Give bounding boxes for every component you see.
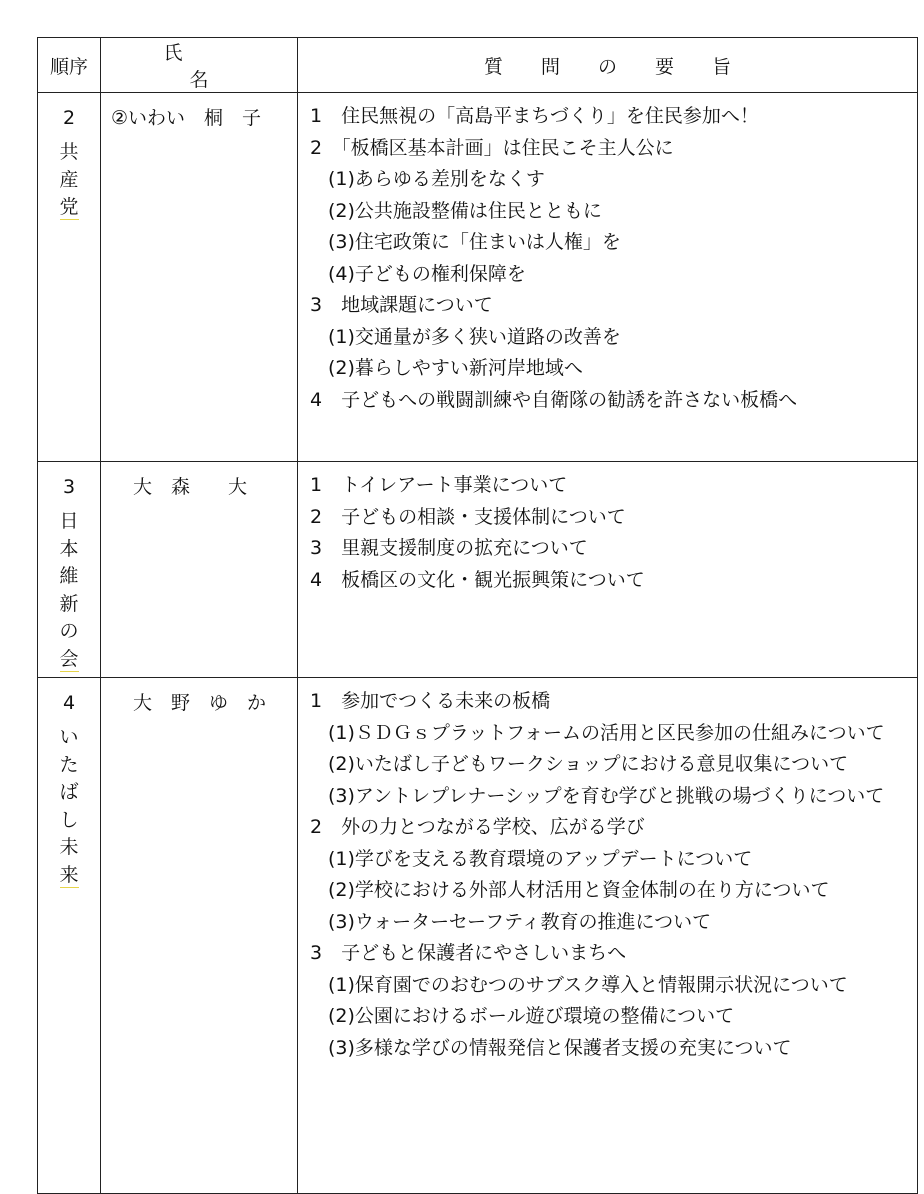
question-item: 4 板橋区の文化・観光振興策について — [310, 568, 645, 591]
order-cell — [38, 462, 101, 678]
question-subitem: (3)アントレプレナーシップを育む学びと挑戦の場づくりについて — [328, 784, 885, 807]
question-subitem: (3)ウォーターセーフティ教育の推進について — [328, 910, 712, 933]
question-subitem: (2)公共施設整備は住民とともに — [328, 199, 602, 222]
header-questions: 質問の要旨 — [298, 38, 918, 93]
member-name: 大 森 大 — [133, 476, 248, 498]
question-item: 4 子どもへの戦闘訓練や自衛隊の勧誘を許さない板橋へ — [310, 388, 798, 411]
party-name-last-char: 来 — [59, 863, 79, 886]
questions-cell — [298, 93, 918, 462]
order-number: 2 — [62, 107, 76, 129]
member-name: 大 野 ゆ か — [133, 692, 267, 714]
question-table — [37, 37, 918, 1194]
party-name-last-char: 党 — [59, 196, 79, 219]
question-subitem: (1)ＳＤＧｓプラットフォームの活用と区民参加の仕組みについて — [328, 721, 885, 744]
question-item: 1 住民無視の「高島平まちづくり」を住民参加へ！ — [310, 105, 759, 127]
question-subitem: (1)保育園でのおむつのサブスク導入と情報開示状況について — [328, 973, 848, 996]
party-name: いたばし未来 — [59, 726, 79, 886]
question-subitem: (3)多様な学びの情報発信と保護者支援の充実について — [328, 1036, 792, 1059]
question-subitem: (4)子どもの権利保障を — [328, 262, 526, 285]
party-name: 日本維新の会 — [59, 510, 79, 670]
member-name-cell — [101, 462, 298, 678]
questions-cell — [298, 462, 918, 678]
question-item: 1 トイレアート事業について — [310, 474, 568, 496]
question-subitem: (1)交通量が多く狭い道路の改善を — [328, 325, 621, 348]
question-item: 2 子どもの相談・支援体制について — [310, 505, 626, 528]
header-name: 氏 名 — [101, 38, 298, 93]
header-row — [38, 38, 918, 93]
question-item: 2 外の力とつながる学校、広がる学び — [310, 816, 645, 838]
question-subitem: (2)暮らしやすい新河岸地域へ — [328, 357, 583, 379]
question-subitem: (2)公園におけるボール遊び環境の整備について — [328, 1005, 735, 1027]
party-name-last-char: 会 — [59, 647, 79, 670]
questions-cell — [298, 678, 918, 1194]
header-order: 順序 — [38, 38, 101, 93]
order-cell — [38, 678, 101, 1194]
question-item: 3 地域課題について — [310, 294, 493, 316]
member-name-cell — [101, 678, 298, 1194]
question-subitem: (3)住宅政策に「住まいは人権」を — [328, 231, 621, 253]
question-subitem: (2)いたばし子どもワークショップにおける意見収集について — [328, 753, 849, 775]
table-row — [38, 678, 918, 1194]
question-item: 1 参加でつくる未来の板橋 — [310, 690, 551, 712]
order-cell — [38, 93, 101, 462]
question-item: 2 「板橋区基本計画」は住民こそ主人公に — [310, 136, 674, 159]
table-row — [38, 93, 918, 462]
member-name-cell — [101, 93, 298, 462]
order-number: 4 — [62, 692, 76, 714]
question-subitem: (1)学びを支える教育環境のアップデートについて — [328, 847, 753, 870]
party-name: 共産党 — [59, 141, 79, 219]
order-number: 3 — [62, 476, 76, 498]
table-row — [38, 462, 918, 678]
question-subitem: (2)学校における外部人材活用と資金体制の在り方について — [328, 879, 830, 901]
question-item: 3 子どもと保護者にやさしいまちへ — [310, 942, 627, 964]
member-name: ②いわい 桐 子 — [111, 107, 262, 129]
question-item: 3 里親支援制度の拡充について — [310, 537, 588, 559]
question-subitem: (1)あらゆる差別をなくす — [328, 168, 545, 190]
